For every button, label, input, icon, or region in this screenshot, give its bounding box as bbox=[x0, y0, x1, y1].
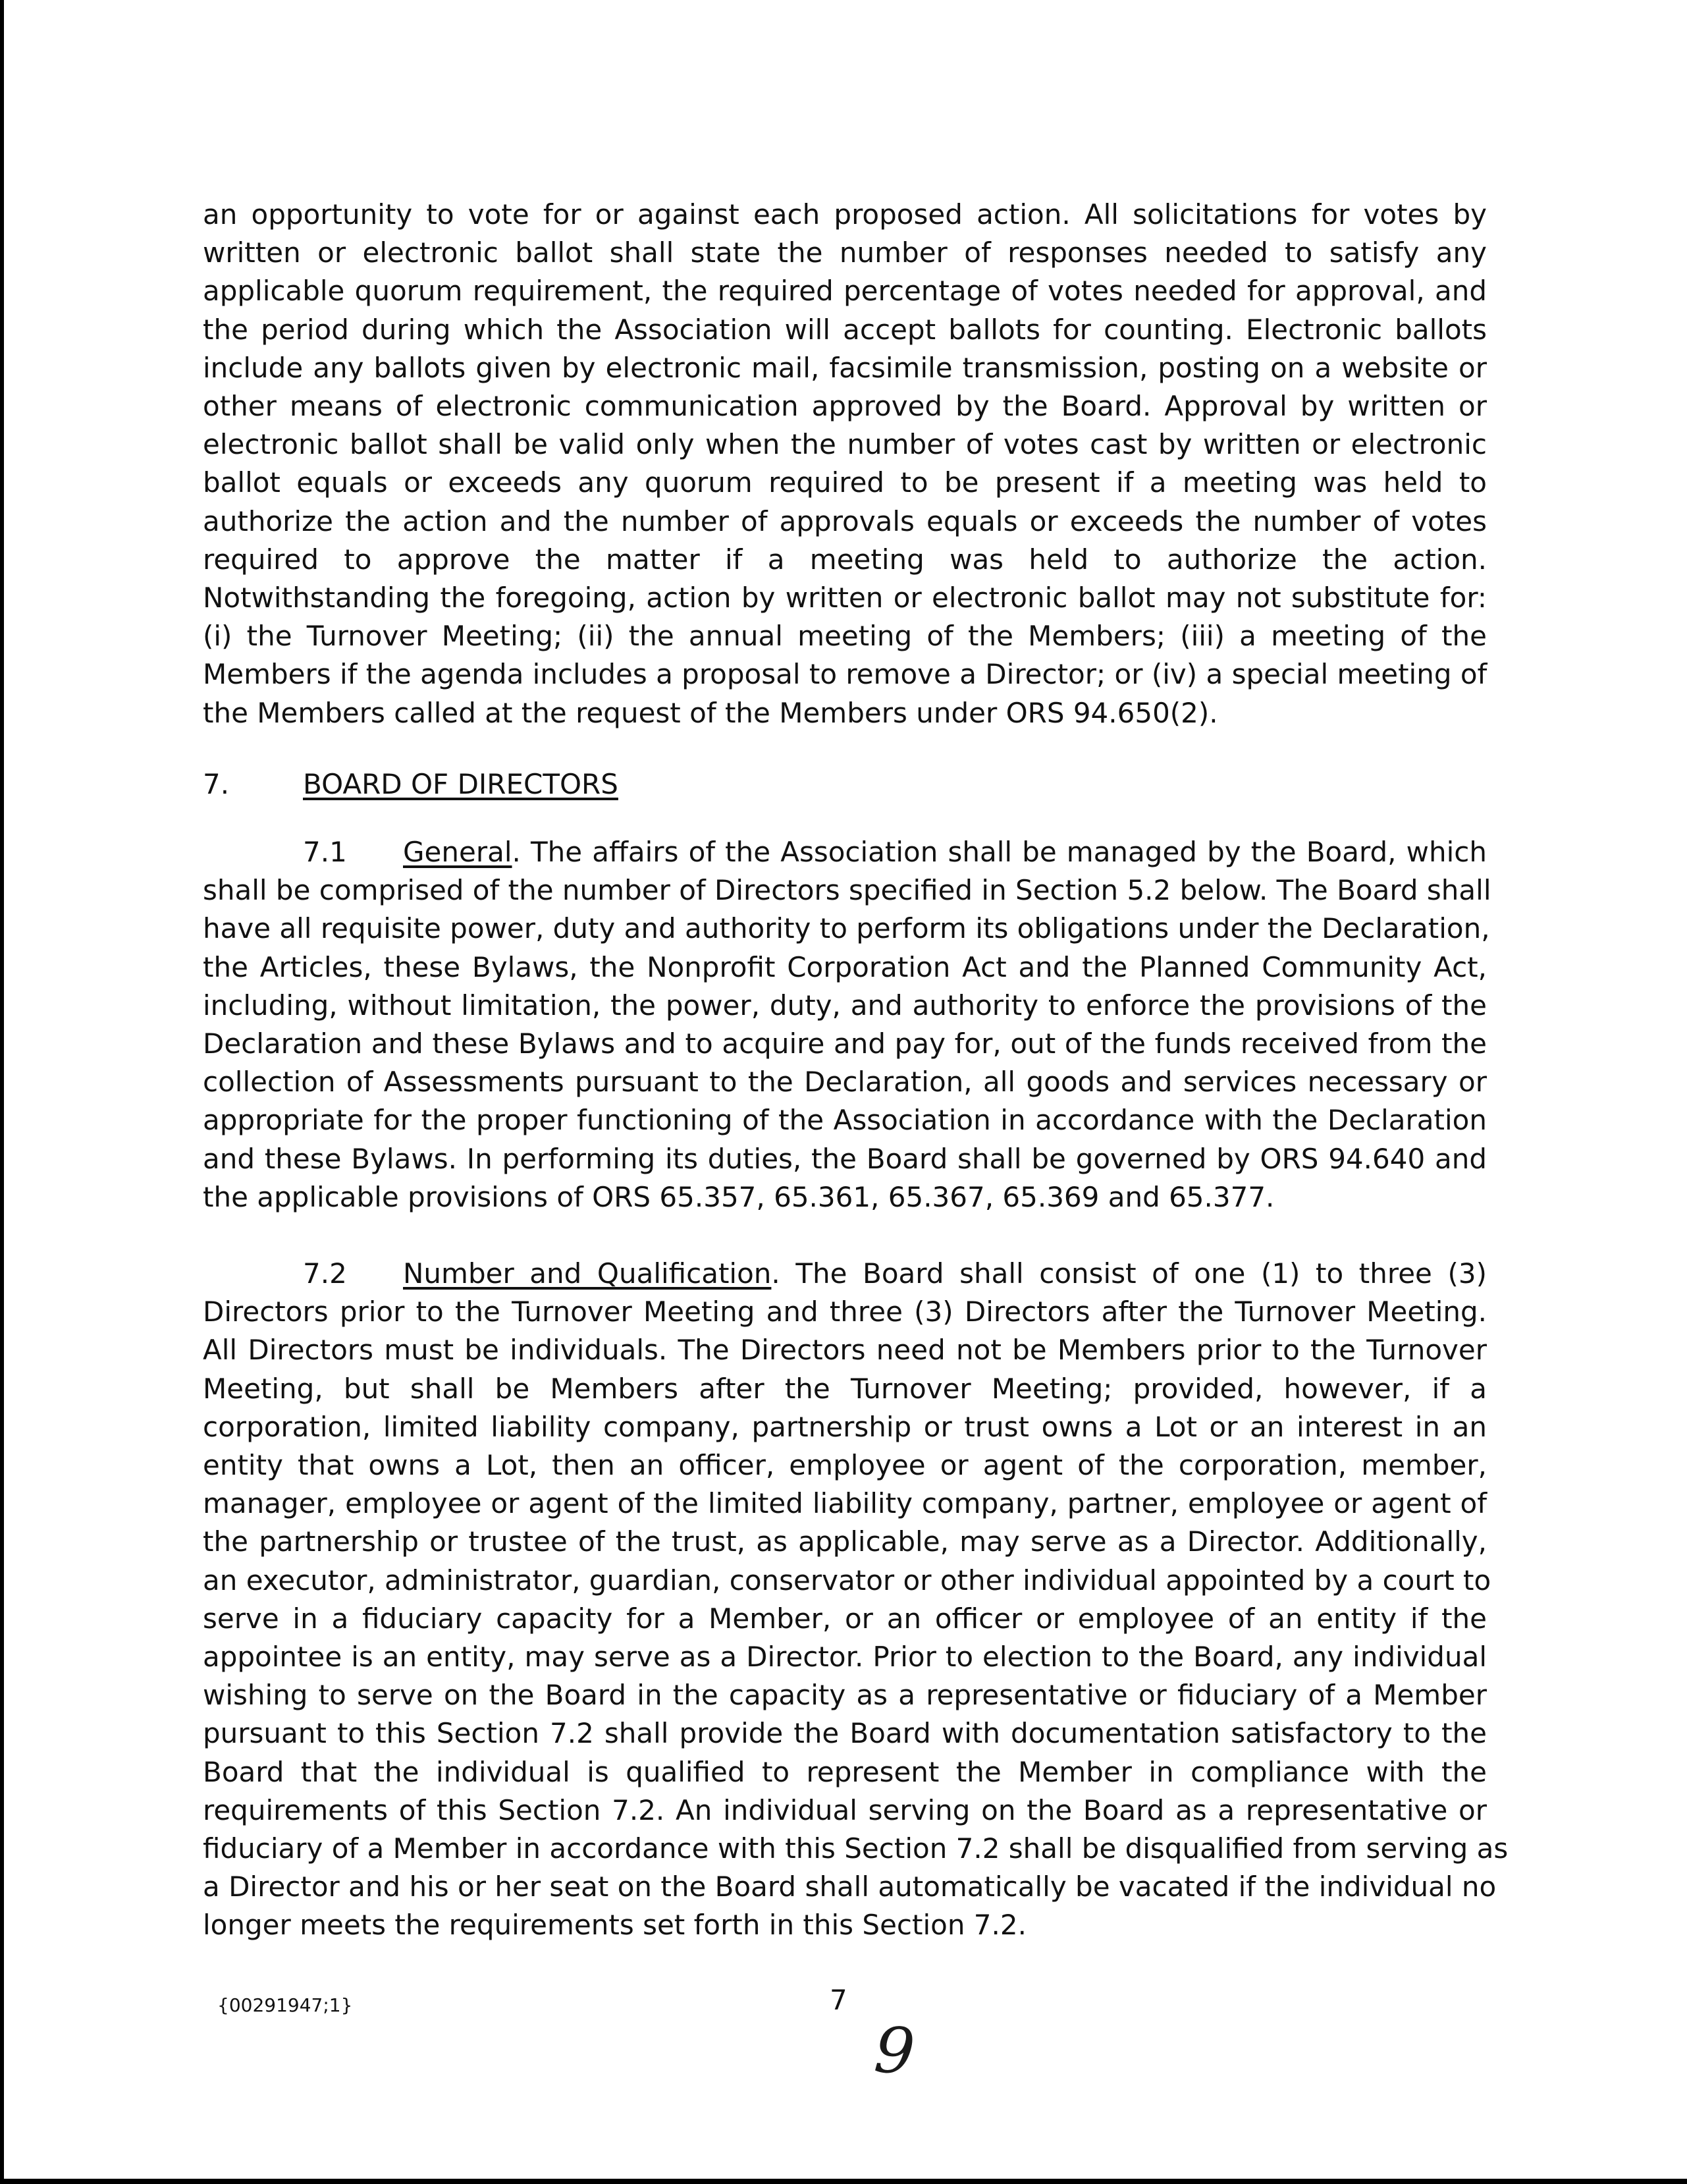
handwritten-page-number: 9 bbox=[872, 2013, 917, 2089]
text-line: written or electronic ballot shall state the number of responses needed to satisfy any bbox=[203, 236, 1487, 269]
text-line: pursuant to this Section 7.2 shall provide the Board with documentation satisfactory to the bbox=[203, 1717, 1487, 1750]
text-line: Members if the agenda includes a proposal to remove a Director; or (iv) a special meeting of bbox=[203, 658, 1487, 691]
text-line: the partnership or trustee of the trust, as applicable, may serve as a Director. Additionally, bbox=[203, 1525, 1487, 1558]
paragraph-continuation bbox=[203, 196, 1487, 732]
subsection-intro: . The affairs of the Association shall be managed by the Board, which bbox=[512, 836, 1487, 868]
document-id: {00291947;1} bbox=[217, 1994, 353, 2016]
text-line: a Director and his or her seat on the Board shall automatically be vacated if the individual no bbox=[203, 1870, 1497, 1903]
text-line: authorize the action and the number of approvals equals or exceeds the number of votes bbox=[203, 505, 1487, 537]
text-line: longer meets the requirements set forth in this Section 7.2. bbox=[203, 1909, 1027, 1942]
text-line: appropriate for the proper functioning of the Association in accordance with the Declaration bbox=[203, 1104, 1487, 1137]
section-title: BOARD OF DIRECTORS bbox=[303, 768, 618, 800]
text-line: electronic ballot shall be valid only when the number of votes cast by written or electronic bbox=[203, 428, 1487, 461]
text-line: including, without limitation, the power, duty, and authority to enforce the provisions of the bbox=[203, 989, 1487, 1022]
text-line: Declaration and these Bylaws and to acquire and pay for, out of the funds received from the bbox=[203, 1027, 1487, 1060]
text-line: Meeting, but shall be Members after the Turnover Meeting; provided, however, if a bbox=[203, 1372, 1487, 1405]
text-line: the period during which the Association will accept ballots for counting. Electronic ballots bbox=[203, 313, 1487, 346]
text-line: the Members called at the request of the Members under ORS 94.650(2). bbox=[203, 696, 1218, 729]
section-number: 7. bbox=[203, 768, 230, 800]
page-number: 7 bbox=[830, 1984, 847, 2016]
text-line: Notwithstanding the foregoing, action by written or electronic ballot may not substitute for: bbox=[203, 582, 1487, 614]
text-line: entity that owns a Lot, then an officer, employee or agent of the corporation, member, bbox=[203, 1449, 1487, 1482]
section-heading bbox=[203, 765, 618, 804]
text-line: Directors prior to the Turnover Meeting and three (3) Directors after the Turnover Meeting. bbox=[203, 1296, 1487, 1328]
text-line: (i) the Turnover Meeting; (ii) the annual meeting of the Members; (iii) a meeting of the bbox=[203, 620, 1487, 653]
subsection-number: 7.1 bbox=[303, 836, 347, 868]
text-line: required to approve the matter if a meeting was held to authorize the action. bbox=[203, 543, 1487, 576]
section-7-2-first-line bbox=[203, 1255, 1487, 1293]
subsection-intro: . The Board shall consist of one (1) to three (3) bbox=[771, 1257, 1487, 1290]
text-line: an executor, administrator, guardian, conservator or other individual appointed by a court to bbox=[203, 1564, 1491, 1597]
subsection-title: General bbox=[403, 836, 512, 868]
text-line: applicable quorum requirement, the required percentage of votes needed for approval, and bbox=[203, 275, 1487, 308]
subsection-number: 7.2 bbox=[303, 1257, 347, 1290]
text-line: ballot equals or exceeds any quorum required to be present if a meeting was held to bbox=[203, 466, 1487, 499]
text-line: serve in a fiduciary capacity for a Member, or an officer or employee of an entity if the bbox=[203, 1602, 1487, 1635]
text-line: have all requisite power, duty and authority to perform its obligations under the Declaration, bbox=[203, 912, 1490, 945]
text-line: wishing to serve on the Board in the capacity as a representative or fiduciary of a Member bbox=[203, 1679, 1487, 1712]
text-line: the Articles, these Bylaws, the Nonprofit Corporation Act and the Planned Community Act, bbox=[203, 950, 1487, 983]
section-7-1 bbox=[203, 833, 1491, 1216]
text-line: All Directors must be individuals. The Directors need not be Members prior to the Turnover bbox=[203, 1334, 1487, 1367]
text-line: include any ballots given by electronic mail, facsimile transmission, posting on a website or bbox=[203, 351, 1487, 384]
text-line: appointee is an entity, may serve as a Director. Prior to election to the Board, any individual bbox=[203, 1641, 1487, 1674]
text-line: an opportunity to vote for or against each proposed action. All solicitations for votes by bbox=[203, 198, 1487, 231]
text-line: requirements of this Section 7.2. An individual serving on the Board as a representative or bbox=[203, 1793, 1487, 1826]
text-line: collection of Assessments pursuant to the Declaration, all goods and services necessary or bbox=[203, 1066, 1487, 1099]
text-line: fiduciary of a Member in accordance with this Section 7.2 shall be disqualified from serving as bbox=[203, 1832, 1509, 1865]
text-line: manager, employee or agent of the limited liability company, partner, employee or agent of bbox=[203, 1487, 1487, 1520]
text-line: other means of electronic communication approved by the Board. Approval by written or bbox=[203, 390, 1487, 423]
subsection-title: Number and Qualification bbox=[403, 1257, 772, 1290]
text-line: and these Bylaws. In performing its duties, the Board shall be governed by ORS 94.640 and bbox=[203, 1142, 1487, 1175]
text-line: shall be comprised of the number of Directors specified in Section 5.2 below. The Board shall bbox=[203, 874, 1491, 907]
text-line: Board that the individual is qualified to represent the Member in compliance with the bbox=[203, 1755, 1487, 1788]
text-line: corporation, limited liability company, partnership or trust owns a Lot or an interest in an bbox=[203, 1410, 1487, 1443]
text-line: the applicable provisions of ORS 65.357, 65.361, 65.367, 65.369 and 65.377. bbox=[203, 1180, 1275, 1213]
section-7-1-first-line bbox=[203, 833, 1487, 871]
section-7-2 bbox=[203, 1255, 1509, 1945]
